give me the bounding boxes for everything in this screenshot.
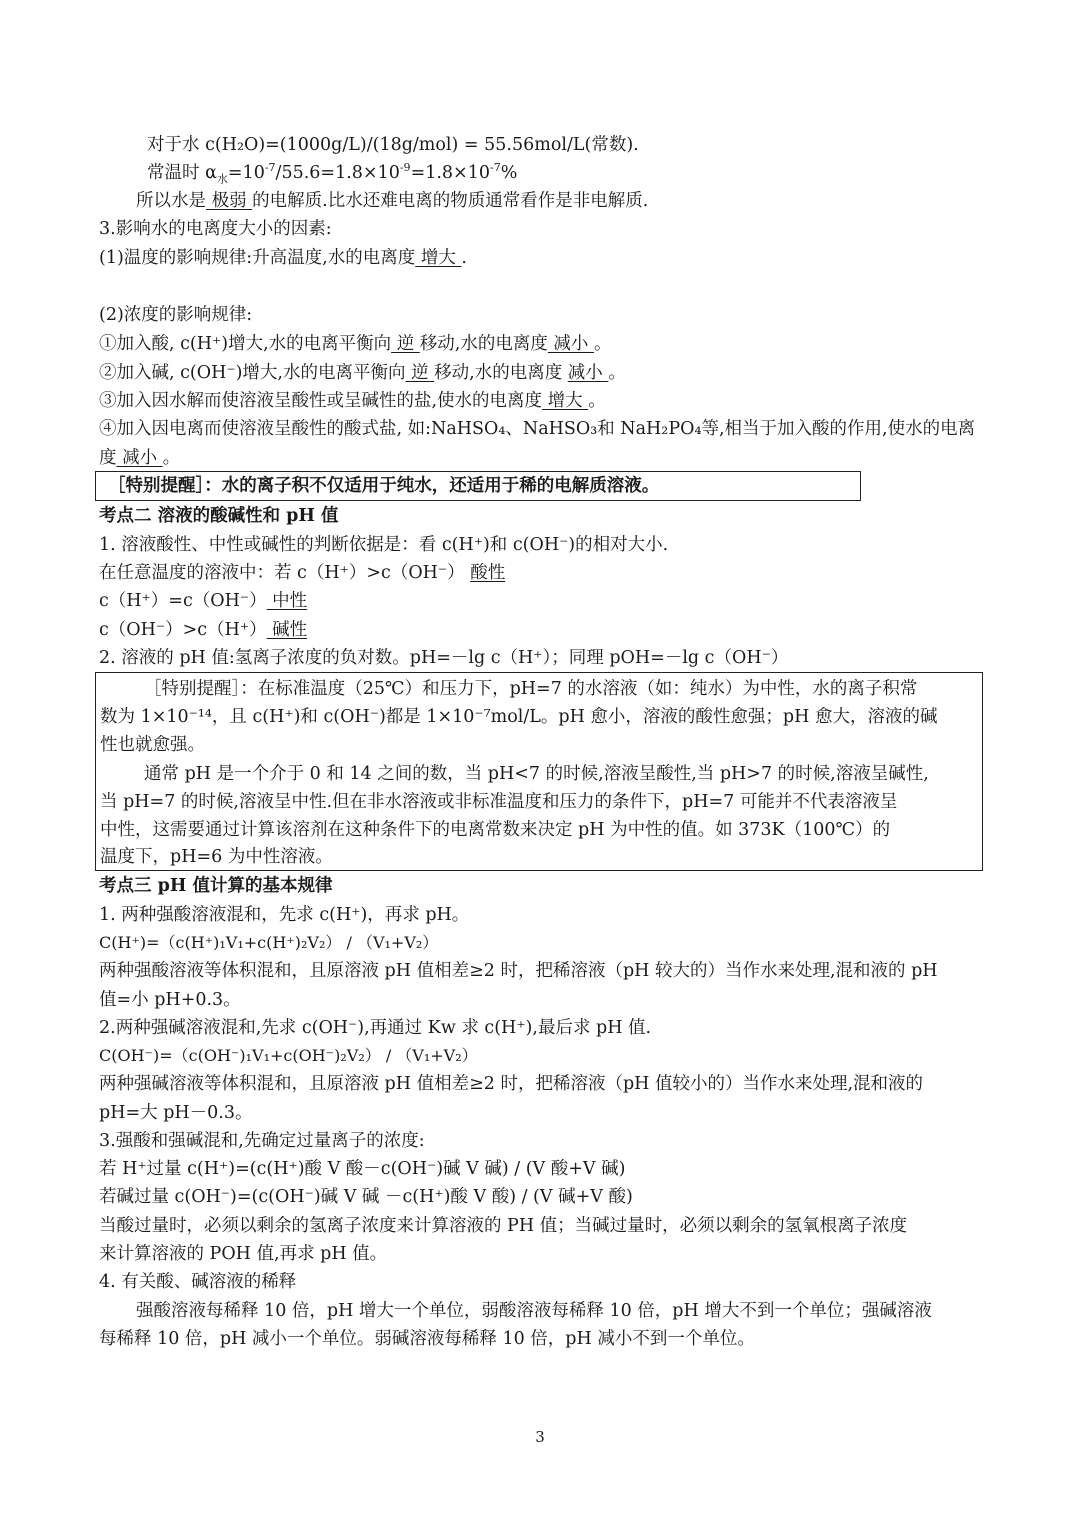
blank-answer: 中性 [266,591,308,611]
blank-answer: 增大 [415,248,462,268]
tip2-line-7: 温度下，pH=6 为中性溶液。 [100,847,333,867]
line-dilution-rule: 强酸溶液每稀释 10 倍，pH 增大一个单位，弱酸溶液每稀释 10 倍，pH 增大不到一个单位；强碱溶液 [136,1301,932,1321]
line-acid-equal-volume-cont: 值=小 pH+0.3。 [99,990,241,1010]
line-temperature-rule: (1)温度的影响规律:升高温度,水的电离度 增大 . [99,248,467,268]
line-acidity-basis: 1. 溶液酸性、中性或碱性的判断依据是：看 c(H⁺)和 c(OH⁻)的相对大小. [99,535,669,555]
heading-point-three: 考点三 pH 值计算的基本规律 [99,876,333,896]
tip2-line-2: 数为 1×10⁻¹⁴，且 c(H⁺)和 c(OH⁻)都是 1×10⁻⁷mol/L。pH 愈小，溶液的酸性愈强；pH 愈大，溶液的碱 [100,707,938,727]
blank-answer: 逆 [391,334,420,354]
blank-answer: 增大 [542,391,589,411]
line-excess-rule: 当酸过量时，必须以剩余的氢离子浓度来计算溶液的 PH 值；当碱过量时，必须以剩余的氢氧根离子浓度 [99,1216,908,1236]
line-ionization-degree: 常温时 $\alpha_水=10^{-7}/55.6=1.8\times 10^{-9}=1.8\times 10^{-7}\%$ [147,161,518,186]
formula-acid-mix: C(H⁺)=（c(H⁺)₁V₁+c(H⁺)₂V₂） / （V₁+V₂） [99,933,439,952]
line-dilution-rule-cont: 每稀释 10 倍，pH 减小一个单位。弱碱溶液每稀释 10 倍，pH 减小不到一个单位。 [99,1329,755,1349]
formula-base-mix: C(OH⁻)=（c(OH⁻)₁V₁+c(OH⁻)₂V₂） / （V₁+V₂） [99,1046,478,1065]
tip2-line-3: 性也就愈强。 [100,735,205,755]
tip2-line-4: 通常 pH 是一个介于 0 和 14 之间的数，当 pH<7 的时候,溶液呈酸性,当 pH>7 的时候,溶液呈碱性, [144,764,929,784]
blank-answer: 碱性 [266,620,308,640]
blank-answer: 减小 [116,448,163,468]
line-dilution-heading: 4. 有关酸、碱溶液的稀释 [99,1272,297,1292]
blank-answer: 逆 [405,363,435,383]
line-water-concentration: 对于水 c(H₂O)=(1000g/L)/(18g/mol) = 55.56mol/L(常数). [147,135,639,155]
line-add-acid: ①加入酸, c(H⁺)增大,水的电离平衡向 逆 移动,水的电离度 减小 。 [99,334,612,354]
line-weak-electrolyte: 所以水是 极弱 的电解质.比水还难电离的物质通常看作是非电解质. [136,191,649,211]
tip2-line-6: 中性，这需要通过计算该溶剂在这种条件下的电离常数来决定 pH 为中性的值。如 373K（100℃）的 [100,820,891,840]
line-add-base: ②加入碱, c(OH⁻)增大,水的电离平衡向 逆 移动,水的电离度 减小 。 [99,363,626,383]
line-strong-base-mix: 2.两种强碱溶液混和,先求 c(OH⁻),再通过 Kw 求 c(H⁺),最后求 pH 值. [99,1018,652,1038]
formula-acid-excess: 若 H⁺过量 c(H⁺)=(c(H⁺)酸 V 酸－c(OH⁻)碱 V 碱) / (V 酸+V 碱) [99,1159,626,1179]
line-base-equal-volume: 两种强碱溶液等体积混和，且原溶液 pH 值相差≥2 时，把稀溶液（pH 值较小的）当作水来处理,混和液的 [99,1074,924,1094]
blank-answer: 减小 [547,334,594,354]
line-acid-base-mix: 3.强酸和强碱混和,先确定过量离子的浓度: [99,1131,425,1151]
tip2-line-5: 当 pH=7 的时候,溶液呈中性.但在非水溶液或非标准温度和压力的条件下，pH=7 可能并不代表溶液呈 [100,792,898,812]
blank-answer: 酸性 [470,563,506,583]
line-add-hydrolysis-salt: ③加入因水解而使溶液呈酸性或呈碱性的盐,使水的电离度 增大 。 [99,391,606,411]
line-add-acid-salt: ④加入因电离而使溶液呈酸性的酸式盐, 如:NaHSO₄、NaHSO₃和 NaH₂PO₄等,相当于加入酸的作用,使水的电离 [99,419,976,439]
line-strong-acid-mix: 1. 两种强酸溶液混和，先求 c(H⁺)，再求 pH。 [99,905,470,925]
tip2-line-1: ［特别提醒］：在标准温度（25℃）和压力下，pH=7 的水溶液（如：纯水）为中性，水的离子积常 [144,679,918,699]
tip-box-1 [95,471,861,501]
line-ph-definition: 2. 溶液的 pH 值:氢离子浓度的负对数。pH=－lg c（H⁺）；同理 pOH=－lg c（OH⁻） [99,648,789,668]
line-neutral: c（H⁺）=c（OH⁻） 中性 [99,591,308,611]
section-heading-factors: 3.影响水的电离度大小的因素: [99,219,332,239]
tip-box-2 [95,672,983,871]
line-excess-rule-cont: 来计算溶液的 POH 值,再求 pH 值。 [99,1244,388,1264]
line-basic: c（OH⁻）>c（H⁺） 碱性 [99,620,308,640]
line-add-acid-salt-cont: 度 减小 。 [99,448,181,468]
tip-text-1: ［特别提醒］：水的离子积不仅适用于纯水，还适用于稀的电解质溶液。 [108,476,660,496]
line-concentration-rule: (2)浓度的影响规律: [99,305,253,325]
page-number: 3 [535,1428,545,1446]
blank-answer: 极弱 [206,191,253,211]
line-acidic: 在任意温度的溶液中：若 c（H⁺）>c（OH⁻） 酸性 [99,563,506,583]
blank-answer: 减小 [567,363,609,383]
formula-base-excess: 若碱过量 c(OH⁻)=(c(OH⁻)碱 V 碱 －c(H⁺)酸 V 酸) / (V 碱+V 酸) [99,1187,633,1207]
line-acid-equal-volume: 两种强酸溶液等体积混和，且原溶液 pH 值相差≥2 时，把稀溶液（pH 较大的）当作水来处理,混和液的 pH [99,961,938,981]
line-base-equal-volume-cont: pH=大 pH－0.3。 [99,1103,253,1123]
heading-point-two: 考点二 溶液的酸碱性和 pH 值 [99,506,339,526]
